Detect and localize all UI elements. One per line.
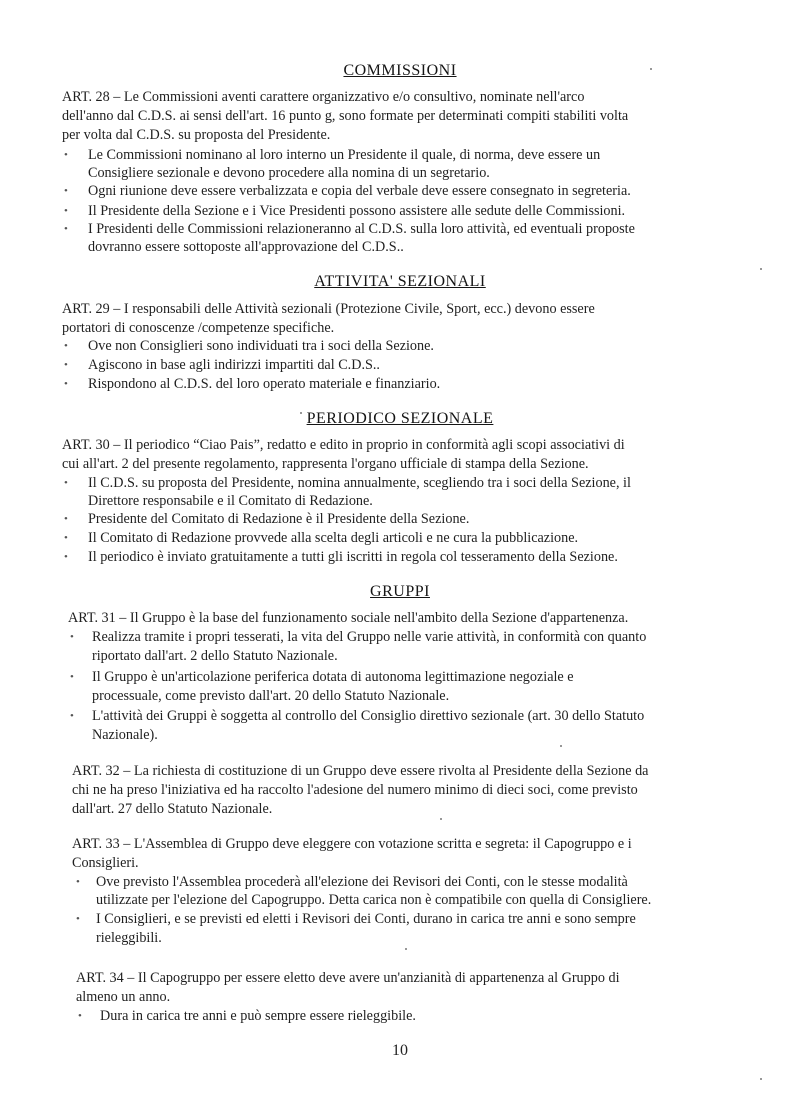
bullet: • bbox=[76, 876, 80, 888]
heading-periodico-sezionale: PERIODICO SEZIONALE bbox=[306, 410, 494, 427]
page-number: 10 bbox=[392, 1042, 408, 1059]
art-34-line: almeno un anno. bbox=[76, 989, 171, 1005]
bullet: • bbox=[64, 185, 68, 197]
art-31-item: riportato dall'art. 2 dello Statuto Nazionale. bbox=[92, 648, 338, 664]
bullet: • bbox=[64, 513, 68, 525]
art-30-item: Il Comitato di Redazione provvede alla scelta degli articoli e ne cura la pubblicazione. bbox=[88, 530, 579, 546]
art-31-item: Nazionale). bbox=[92, 727, 158, 743]
art-31-item: Il Gruppo è un'articolazione periferica dotata di autonoma legittimazione negoziale e bbox=[92, 669, 574, 685]
art-32-line: dall'art. 27 dello Statuto Nazionale. bbox=[72, 801, 273, 817]
art-28-item: Le Commissioni nominano al loro interno un Presidente il quale, di norma, deve essere un bbox=[88, 147, 601, 163]
scan-speck bbox=[760, 1078, 762, 1080]
art-28-item: Il Presidente della Sezione e i Vice Presidenti possono assistere alle sedute delle Commissioni. bbox=[88, 203, 626, 219]
art-28-line: dell'anno dal C.D.S. ai sensi dell'art. 16 punto g, sono formate per determinati compiti stabiliti volta bbox=[62, 108, 629, 124]
art-32-line: chi ne ha preso l'iniziativa ed ha raccolto l'adesione del numero minimo di dieci soci, come previsto bbox=[72, 782, 638, 798]
art-31-item: L'attività dei Gruppi è soggetta al controllo del Consiglio direttivo sezionale (art. 30 dello Statuto bbox=[92, 708, 645, 724]
art-30-item: Direttore responsabile e il Comitato di Redazione. bbox=[88, 493, 373, 509]
bullet: • bbox=[70, 671, 74, 683]
art-31-item: Realizza tramite i propri tesserati, la vita del Gruppo nelle varie attività, in conformità con quanto bbox=[92, 629, 647, 645]
scan-speck bbox=[650, 68, 652, 70]
art-28-line: ART. 28 – Le Commissioni aventi carattere organizzativo e/o consultivo, nominate nell'arco bbox=[62, 89, 585, 105]
bullet: • bbox=[64, 359, 68, 371]
art-30-line: cui all'art. 2 del presente regolamento, rappresenta l'organo ufficiale di stampa della Sezione. bbox=[62, 456, 589, 472]
art-32-line: ART. 32 – La richiesta di costituzione di un Gruppo deve essere rivolta al Presidente della Sezione da bbox=[72, 763, 649, 779]
art-34-item: Dura in carica tre anni e può sempre essere rieleggibile. bbox=[100, 1008, 416, 1024]
bullet: • bbox=[64, 223, 68, 235]
art-29-line: portatori di conoscenze /competenze specifiche. bbox=[62, 320, 335, 336]
scan-speck bbox=[760, 268, 762, 270]
art-33-item: Ove previsto l'Assemblea procederà all'elezione dei Revisori dei Conti, con le stesse modalità bbox=[96, 874, 628, 890]
heading-attivita-sezionali: ATTIVITA' SEZIONALI bbox=[314, 273, 486, 290]
art-33-line: Consiglieri. bbox=[72, 855, 139, 871]
bullet: • bbox=[64, 149, 68, 161]
art-28-line: per volta dal C.D.S. su proposta del Presidente. bbox=[62, 127, 331, 143]
art-29-line: ART. 29 – I responsabili delle Attività sezionali (Protezione Civile, Sport, ecc.) devono essere bbox=[62, 301, 595, 317]
art-33-item: utilizzate per l'elezione del Capogruppo. Detta carica non è compatibile con quella di Consigliere. bbox=[96, 892, 652, 908]
scan-speck bbox=[300, 412, 302, 414]
heading-commissioni: COMMISSIONI bbox=[343, 62, 457, 79]
bullet: • bbox=[64, 551, 68, 563]
bullet: • bbox=[64, 477, 68, 489]
art-30-item: Presidente del Comitato di Redazione è il Presidente della Sezione. bbox=[88, 511, 470, 527]
bullet: • bbox=[70, 710, 74, 722]
art-30-item: Il periodico è inviato gratuitamente a tutti gli iscritti in regola col tesseramento della Sezione. bbox=[88, 549, 618, 565]
scan-speck bbox=[560, 745, 562, 747]
art-28-item: I Presidenti delle Commissioni relazioneranno al C.D.S. sulla loro attività, ed eventuali proposte bbox=[88, 221, 635, 237]
art-34-line: ART. 34 – Il Capogruppo per essere eletto deve avere un'anzianità di appartenenza al Gruppo di bbox=[76, 970, 620, 986]
art-31-item: processuale, come previsto dall'art. 20 dello Statuto Nazionale. bbox=[92, 688, 450, 704]
art-30-line: ART. 30 – Il periodico “Ciao Pais”, redatto e edito in proprio in conformità agli scopi associativi di bbox=[62, 437, 625, 453]
art-31-line: ART. 31 – Il Gruppo è la base del funzionamento sociale nell'ambito della Sezione d'appartenenza. bbox=[68, 610, 629, 626]
bullet: • bbox=[76, 913, 80, 925]
art-29-item: Rispondono al C.D.S. del loro operato materiale e finanziario. bbox=[88, 376, 441, 392]
scan-speck bbox=[405, 948, 407, 950]
art-28-item: Ogni riunione deve essere verbalizzata e copia del verbale deve essere consegnato in segreteria. bbox=[88, 183, 631, 199]
art-28-item: dovranno essere sottoposte all'approvazione del C.D.S.. bbox=[88, 239, 404, 255]
bullet: • bbox=[78, 1010, 82, 1022]
bullet: • bbox=[64, 378, 68, 390]
art-29-item: Agiscono in base agli indirizzi impartiti dal C.D.S.. bbox=[88, 357, 380, 373]
art-33-item: I Consiglieri, e se previsti ed eletti i Revisori dei Conti, durano in carica tre anni e sono sempre bbox=[96, 911, 636, 927]
heading-gruppi: GRUPPI bbox=[370, 583, 430, 600]
bullet: • bbox=[64, 340, 68, 352]
art-33-line: ART. 33 – L'Assemblea di Gruppo deve eleggere con votazione scritta e segreta: il Capogruppo e i bbox=[72, 836, 632, 852]
scan-speck bbox=[440, 818, 442, 820]
art-30-item: Il C.D.S. su proposta del Presidente, nomina annualmente, scegliendo tra i soci della Sezione, il bbox=[88, 475, 631, 491]
bullet: • bbox=[70, 631, 74, 643]
art-33-item: rieleggibili. bbox=[96, 930, 162, 946]
art-29-item: Ove non Consiglieri sono individuati tra i soci della Sezione. bbox=[88, 338, 434, 354]
bullet: • bbox=[64, 205, 68, 217]
bullet: • bbox=[64, 532, 68, 544]
art-28-item: Consigliere sezionale e devono procedere alla nomina di un segretario. bbox=[88, 165, 490, 181]
